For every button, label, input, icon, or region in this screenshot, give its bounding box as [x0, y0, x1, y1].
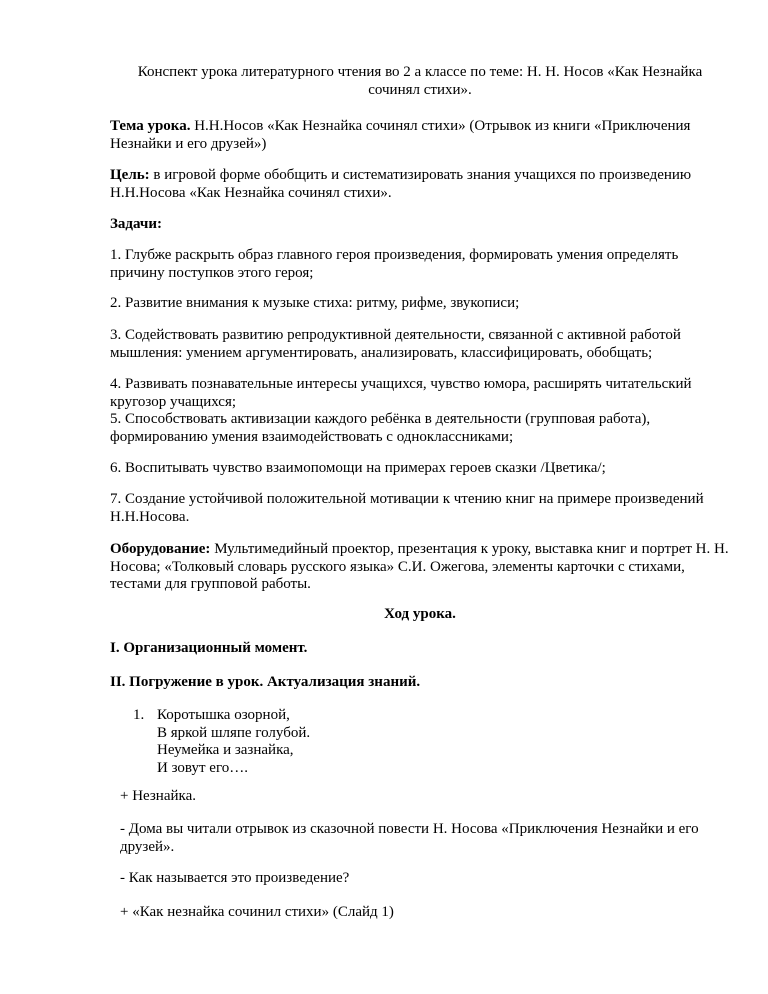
equipment-label: Оборудование:	[110, 541, 211, 557]
task-item-3: 3. Содействовать развитию репродуктивной деятельности, связанной с активной работой мышления: умением аргументировать, анализировать, классифицировать, обобщать;	[110, 327, 681, 361]
task-item-6: 6. Воспитывать чувство взаимопомощи на примерах героев сказки /Цветика/;	[110, 460, 606, 476]
tasks-heading: Задачи:	[110, 216, 163, 232]
poem-line: И зовут его….	[157, 759, 248, 776]
teacher-line-2: - Как называется это произведение?	[120, 870, 350, 886]
task-item-1: 1. Глубже раскрыть образ главного героя произведения, формировать умения определять причину поступков этого героя;	[110, 247, 679, 281]
poem-line: Неумейка и зазнайка,	[157, 742, 294, 758]
task-item-2: 2. Развитие внимания к музыке стиха: ритму, рифме, звукописи;	[110, 295, 520, 311]
riddle-poem	[133, 707, 310, 777]
section-2-heading: II. Погружение в урок. Актуализация знаний.	[110, 674, 421, 690]
goal-text: в игровой форме обобщить и систематизировать знания учащихся по произведению Н.Н.Носова «Как Незнайка сочинял стихи».	[110, 167, 692, 201]
document-title	[110, 64, 730, 99]
goal-label: Цель:	[110, 167, 150, 183]
task-item-4: 4. Развивать познавательные интересы учащихся, чувство юмора, расширять читательский кругозор учащихся;	[110, 376, 692, 410]
teacher-line-1: - Дома вы читали отрывок из сказочной повести Н. Носова «Приключения Незнайки и его друзей».	[120, 821, 699, 855]
equipment-paragraph	[110, 541, 730, 594]
section-1-heading: I. Организационный момент.	[110, 640, 308, 656]
topic-paragraph	[110, 118, 730, 153]
task-item-5: 5. Способствовать активизации каждого ребёнка в деятельности (групповая работа), формированию умения взаимодействовать с одноклассниками;	[110, 411, 651, 445]
topic-text: Н.Н.Носов «Как Незнайка сочинял стихи» (Отрывок из книги «Приключения Незнайки и его друзей»)	[110, 118, 691, 152]
title-line-2: сочинял стихи».	[368, 81, 472, 98]
title-line-1: Конспект урока литературного чтения во 2 а классе по теме: Н. Н. Носов «Как Незнайка	[137, 64, 703, 80]
poem-number: 1.	[133, 707, 145, 723]
goal-paragraph	[110, 167, 730, 202]
poem-line: В яркой шляпе голубой.	[157, 724, 311, 741]
answer-1: + Незнайка.	[120, 788, 196, 804]
poem-line: Коротышка озорной,	[157, 707, 290, 723]
answer-2: + «Как незнайка сочинил стихи» (Слайд 1)	[120, 904, 394, 920]
topic-label: Тема урока.	[110, 118, 191, 134]
equipment-text: Мультимедийный проектор, презентация к уроку, выставка книг и портрет Н. Н. Носова; «Толковый словарь русского языка» С.И. Ожегова, элементы карточки с стихами, тестами для групповой работы.	[110, 541, 729, 592]
lesson-heading: Ход урока.	[384, 606, 456, 622]
task-item-7: 7. Создание устойчивой положительной мотивации к чтению книг на примере произведений Н.Н.Носова.	[110, 491, 704, 525]
